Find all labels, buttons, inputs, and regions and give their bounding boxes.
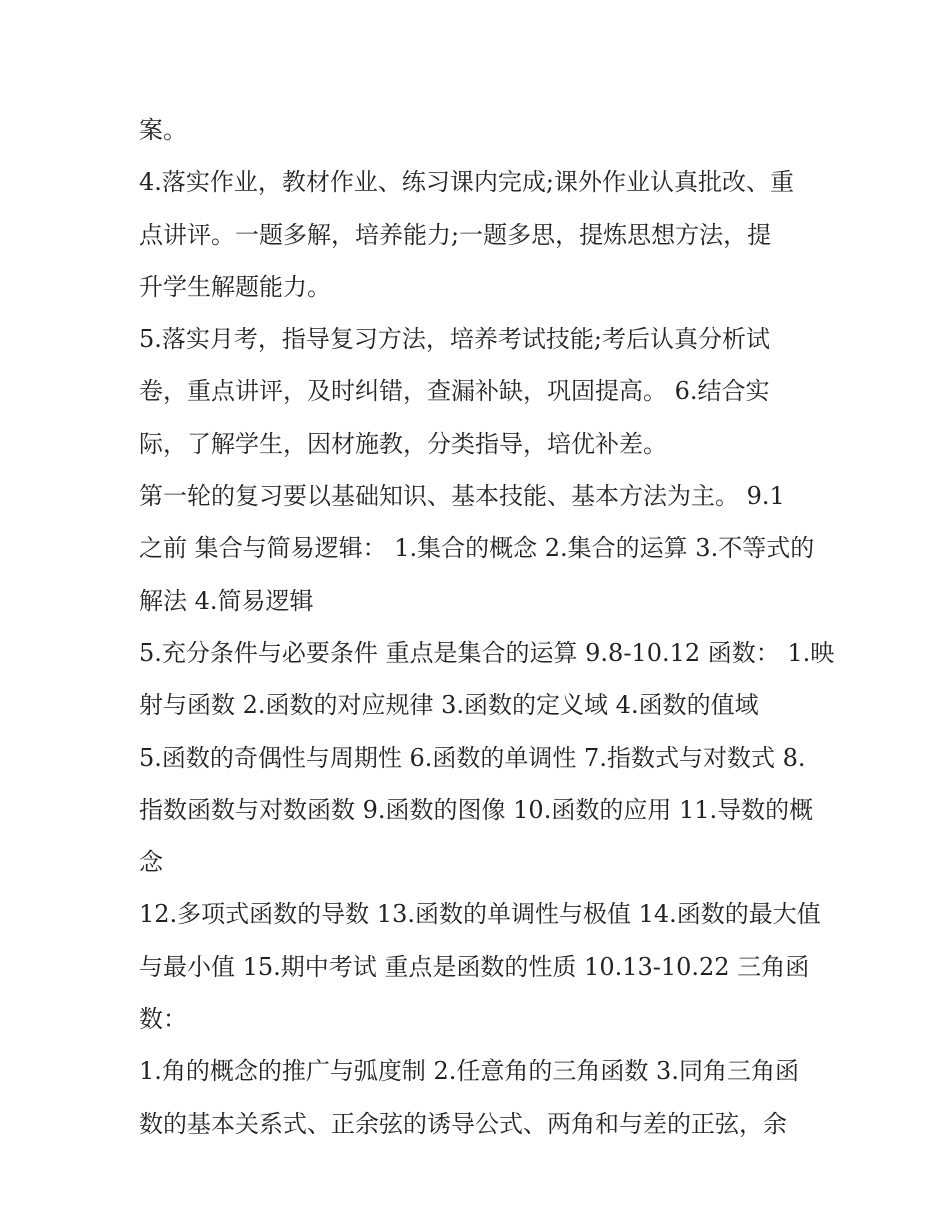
- text-line: 指数函数与对数函数 9.函数的图像 10.函数的应用 11.导数的概: [139, 795, 814, 824]
- text-line: 念: [139, 848, 163, 877]
- text-line: 案。: [139, 116, 187, 144]
- text-line: 4.落实作业，教材作业、练习课内完成;课外作业认真批改、重: [139, 168, 794, 197]
- text-line: 与最小值 15.期中考试 重点是函数的性质 10.13-10.22 三角函: [139, 952, 810, 981]
- text-line: 升学生解题能力。: [139, 272, 331, 301]
- text-line: 之前 集合与简易逻辑： 1.集合的概念 2.集合的运算 3.不等式的: [139, 534, 815, 563]
- text-line: 5.充分条件与必要条件 重点是集合的运算 9.8-10.12 函数： 1.映: [139, 638, 835, 667]
- text-line: 5.函数的奇偶性与周期性 6.函数的单调性 7.指数式与对数式 8.: [139, 743, 806, 772]
- text-line: 射与函数 2.函数的对应规律 3.函数的定义域 4.函数的值域: [139, 691, 759, 720]
- text-line: 解法 4.简易逻辑: [139, 586, 314, 615]
- text-line: 际，了解学生，因材施教，分类指导，培优补差。: [139, 429, 667, 458]
- text-line: 5.落实月考，指导复习方法，培养考试技能;考后认真分析试: [139, 325, 770, 354]
- text-line: 第一轮的复习要以基础知识、基本技能、基本方法为主。 9.1: [139, 482, 785, 511]
- text-line: 数的基本关系式、正余弦的诱导公式、两角和与差的正弦，余: [139, 1109, 787, 1138]
- text-line: 点讲评。一题多解，培养能力;一题多思，提炼思想方法，提: [139, 220, 772, 249]
- text-line: 卷，重点讲评，及时纠错，查漏补缺，巩固提高。 6.结合实: [139, 377, 770, 406]
- text-line: 数：: [139, 1005, 187, 1034]
- text-line: 1.角的概念的推广与弧度制 2.任意角的三角函数 3.同角三角函: [139, 1057, 799, 1086]
- text-line: 12.多项式函数的导数 13.函数的单调性与极值 14.函数的最大值: [139, 900, 821, 929]
- document-body: [139, 104, 835, 1150]
